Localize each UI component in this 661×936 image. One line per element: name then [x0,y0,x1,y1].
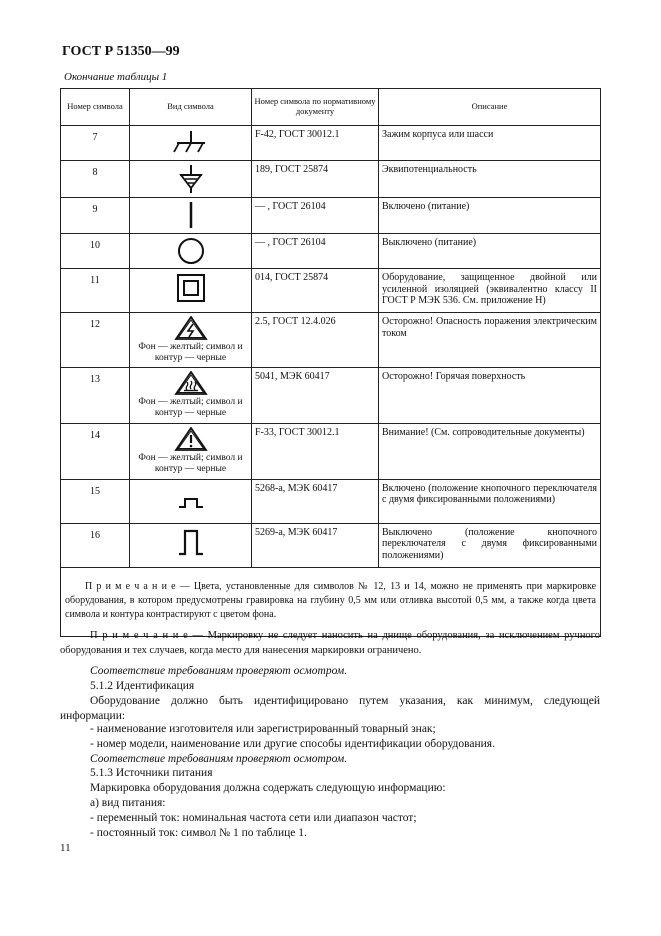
table-header-row [61,89,601,126]
table-row [61,313,601,368]
row-description: Внимание! (См. сопроводительные документы) [379,423,601,479]
row-reference: — , ГОСТ 26104 [252,198,379,234]
table-row [61,479,601,523]
col-header-reference: Номер символа по нормативному документу [252,89,379,126]
list-item: - номер модели, наименование или другие способы идентификации оборудования. [90,738,495,750]
table-row [61,269,601,313]
row-reference: F-33, ГОСТ 30012.1 [252,423,379,479]
row-description: Включено (положение кнопочного переключателя с двумя фиксированными положениями) [379,479,601,523]
electric-shock-warning-icon [174,316,208,340]
background-note: Фон — желтый; символ и контур — черные [138,452,243,474]
row-number: 16 [61,523,130,567]
identification-text: Оборудование должно быть идентифицировано путем указания, как минимум, следующей информации: [60,695,600,722]
document-header: ГОСТ Р 51350—99 [62,44,180,59]
row-number: 11 [61,269,130,313]
table-row [61,161,601,198]
hot-surface-warning-icon [174,371,208,395]
table-note-text: — Цвета, установленные для символов № 12, 13 и 14, можно не применять при маркировке оборудования, в котором предусмотрены гравировка на глубину 0,5 мм или отливка высотой 0,5 мм, а также когда цвета символа и контура контрастируют с цветом фона. [65,580,597,620]
note-paragraph [60,628,600,658]
row-number: 12 [61,313,130,368]
table-caption: Окончание таблицы 1 [64,71,168,83]
row-description: Выключено (питание) [379,234,601,269]
table-note-label: П р и м е ч а н и е [85,580,176,592]
row-number: 13 [61,367,130,423]
row-description: Включено (питание) [379,198,601,234]
table-row [61,198,601,234]
list-item: - переменный ток: номинальная частота сети или диапазон частот; [90,812,417,824]
frame-ground-icon [171,129,211,157]
row-reference: — , ГОСТ 26104 [252,234,379,269]
row-reference: 5268-а, МЭК 60417 [252,479,379,523]
table-row [61,126,601,161]
col-header-symbol: Вид символа [130,89,252,126]
background-note: Фон — желтый; символ и контур — черные [138,396,243,418]
equipotential-icon [171,164,211,194]
row-description: Зажим корпуса или шасси [379,126,601,161]
note-text: — Маркировку не следует наносить на днище оборудования, за исключением ручного оборудования и тех случаев, когда место для нанесения маркировки ограничено. [60,630,600,657]
symbols-table [60,88,601,637]
row-reference: 5041, МЭК 60417 [252,367,379,423]
row-number: 7 [61,126,130,161]
col-header-number: Номер символа [61,89,130,126]
table-row [61,367,601,423]
row-number: 10 [61,234,130,269]
section-5-1-3-heading: 5.1.3 Источники питания [90,767,213,779]
row-description: Эквипотенциальность [379,161,601,198]
list-item: - наименование изготовителя или зарегистрированный товарный знак; [90,723,436,735]
compliance-line: Соответствие требованиям проверяют осмотром. [90,665,348,677]
list-item: а) вид питания: [90,797,166,809]
col-header-description: Описание [379,89,601,126]
row-number: 9 [61,198,130,234]
row-number: 8 [61,161,130,198]
row-description: Выключено (положение кнопочного переключателя с двумя фиксированными положениями) [379,523,601,567]
power-paragraph: Маркировка оборудования должна содержать следующую информацию: [90,782,446,794]
row-reference: 014, ГОСТ 25874 [252,269,379,313]
table-row [61,423,601,479]
page-number: 11 [60,842,71,854]
row-description: Осторожно! Горячая поверхность [379,367,601,423]
note-label: П р и м е ч а н и е [90,630,188,641]
push-button-in-icon [171,483,211,511]
compliance-line: Соответствие требованиям проверяют осмотром. [90,753,348,765]
row-number: 15 [61,479,130,523]
row-reference: 5269-а, МЭК 60417 [252,523,379,567]
section-5-1-2-heading: 5.1.2 Идентификация [90,680,195,692]
row-description: Осторожно! Опасность поражения электрическим током [379,313,601,368]
list-item: - постоянный ток: символ № 1 по таблице 1. [90,827,307,839]
table-note-row [61,567,601,636]
row-reference: 2.5, ГОСТ 12.4.026 [252,313,379,368]
power-off-icon [171,237,211,265]
identification-paragraph [60,694,600,724]
push-button-out-icon [171,527,211,557]
background-note: Фон — желтый; символ и контур — черные [138,342,243,363]
table-row [61,523,601,567]
caution-warning-icon [174,427,208,451]
row-description: Оборудование, защищенное двойной или усиленной изоляцией (эквивалентно классу II ГОСТ Р МЭК 536. См. приложение Н) [379,269,601,313]
row-reference: F-42, ГОСТ 30012.1 [252,126,379,161]
table-row [61,234,601,269]
row-number: 14 [61,423,130,479]
power-on-icon [171,201,211,229]
row-reference: 189, ГОСТ 25874 [252,161,379,198]
double-insulation-icon [171,272,211,304]
